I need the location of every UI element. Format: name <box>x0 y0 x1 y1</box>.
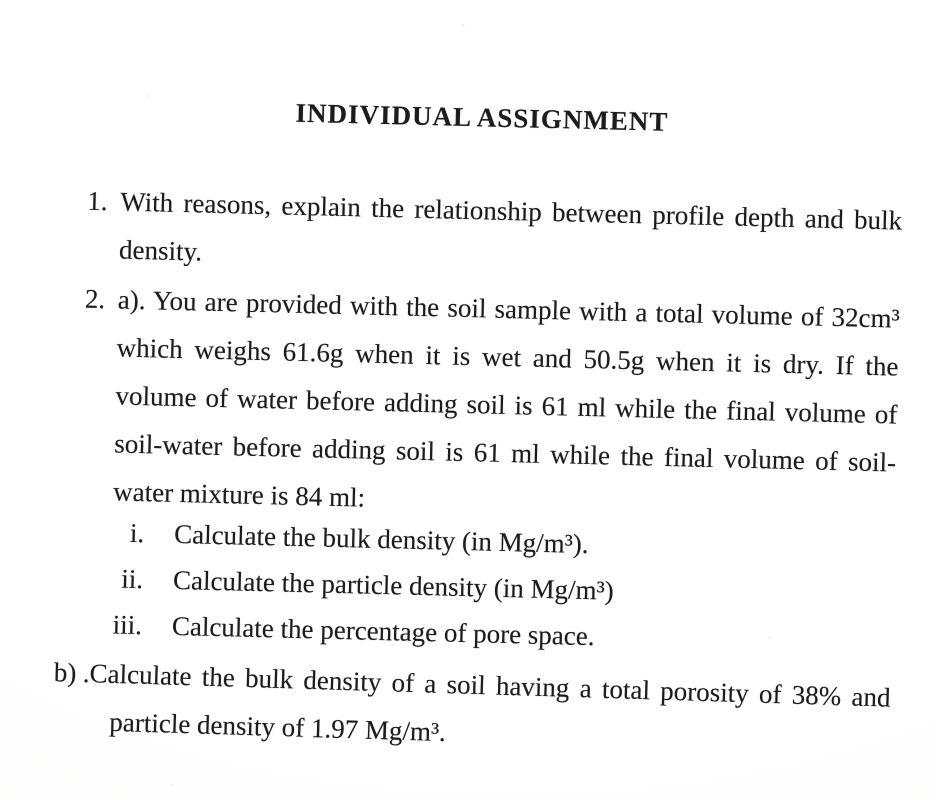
roman-numeral-iii: iii. <box>112 609 143 641</box>
assignment-title: INDIVIDUAL ASSIGNMENT <box>295 97 669 137</box>
subquestion-iii-text: Calculate the percentage of pore space. <box>171 610 595 652</box>
question-2b <box>44 648 892 770</box>
question-1-text: With reasons, explain the relationship between profile depth and bulk <box>119 186 903 236</box>
question-1 <box>56 176 903 293</box>
document-sheet <box>44 90 905 764</box>
question-2-number: 2. <box>84 283 106 315</box>
question-2b-label: b) <box>53 657 77 688</box>
question-2a-text: soil-water before adding soil is 61 ml while the final volume of soil- <box>114 428 897 478</box>
question-2b-text: .Calculate the bulk density of a soil having a total porosity of 38% and <box>82 657 891 713</box>
question-2a-text: water mixture is 84 ml: <box>112 476 366 513</box>
question-2a <box>50 274 901 535</box>
question-2a-text: volume of water before adding soil is 61 ml while the final volume of <box>115 380 898 430</box>
roman-numeral-ii: ii. <box>120 563 144 595</box>
question-2a-text: a). You are provided with the soil sample with a total volume of 32cm³ <box>117 284 901 334</box>
subquestion-list <box>46 508 894 667</box>
subquestion-i-text: Calculate the bulk density (in Mg/m³). <box>173 518 589 560</box>
question-2a-text: which weighs 61.6g when it is wet and 50.5g when it is dry. If the <box>116 332 899 382</box>
question-1-number: 1. <box>86 185 108 217</box>
question-2b-text: particle density of 1.97 Mg/m³. <box>108 706 447 748</box>
subquestion-ii-text: Calculate the particle density (in Mg/m³) <box>172 564 615 606</box>
question-1-text: density. <box>118 234 203 267</box>
roman-numeral-i: i. <box>129 517 145 549</box>
